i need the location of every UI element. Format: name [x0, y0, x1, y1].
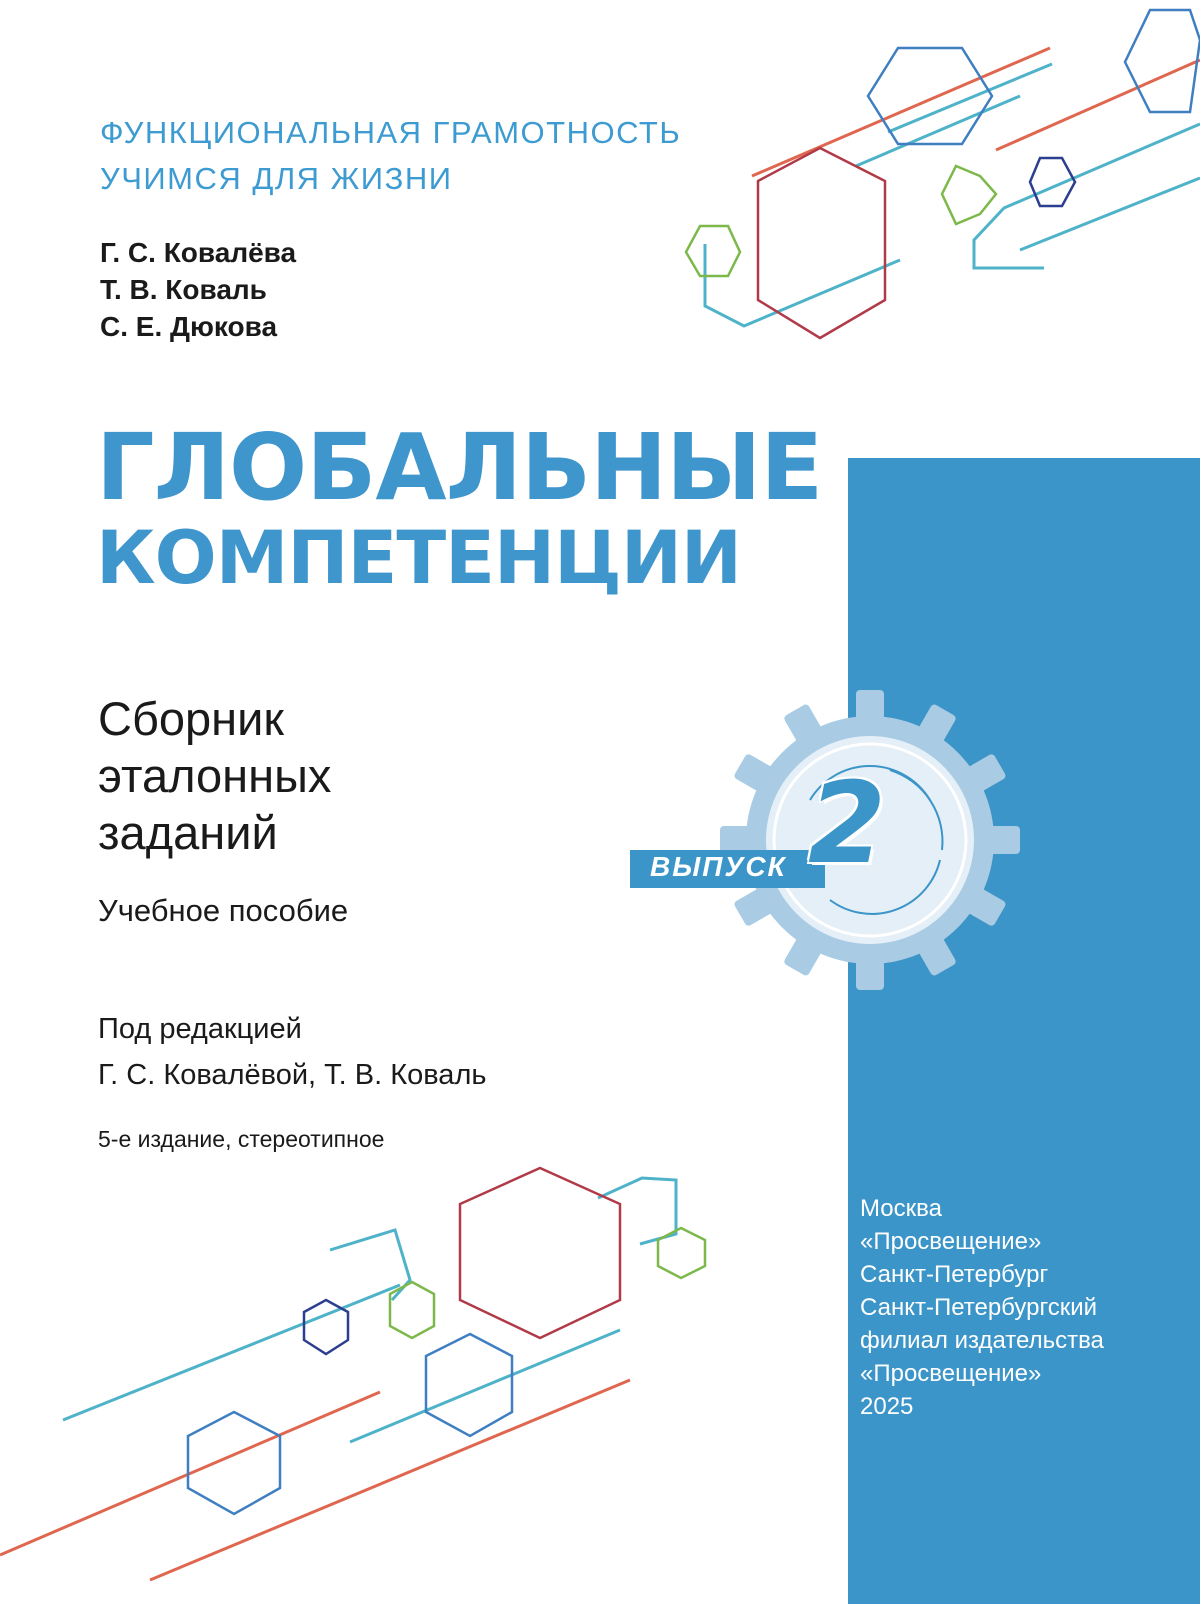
- subtitle-line: заданий: [98, 806, 278, 859]
- issue-number: 2: [808, 759, 886, 889]
- publisher-line: 2025: [860, 1393, 914, 1420]
- editor-credit: [98, 1006, 486, 1098]
- subtitle-line: эталонных: [98, 749, 332, 802]
- authors-list: [100, 234, 296, 345]
- blue-side-panel: [848, 458, 1200, 1604]
- hexagon-red-top: [758, 148, 885, 338]
- title-line-2: КОМПЕТЕНЦИИ: [96, 516, 742, 601]
- publisher-line: «Просвещение»: [860, 1360, 1042, 1387]
- publisher-line: филиал издательства: [860, 1327, 1104, 1354]
- issue-label: ВЫПУСК: [650, 851, 787, 882]
- author: Г. С. Ковалёва: [100, 237, 297, 268]
- series-line-2: УЧИМСЯ ДЛЯ ЖИЗНИ: [100, 161, 453, 196]
- series-line-1: ФУНКЦИОНАЛЬНАЯ ГРАМОТНОСТЬ: [100, 115, 682, 150]
- title-line-1: ГЛОБАЛЬНЫЕ: [96, 414, 823, 521]
- hexagon-blue-bottom: [188, 1412, 280, 1514]
- editor-line-1: Под редакцией: [98, 1013, 302, 1045]
- editor-line-2: Г. С. Ковалёвой, Т. В. Коваль: [98, 1059, 487, 1091]
- book-subtitle: [98, 690, 331, 861]
- book-kind: Учебное пособие: [98, 893, 349, 928]
- book-title: [96, 414, 823, 601]
- edition-info: 5-е издание, стереотипное: [98, 1126, 385, 1152]
- publisher-line: Москва: [860, 1195, 942, 1222]
- publisher-line: Санкт-Петербургский: [860, 1294, 1098, 1321]
- subtitle-line: Сборник: [98, 692, 284, 745]
- series-title: [100, 110, 681, 202]
- publisher-line: «Просвещение»: [860, 1228, 1042, 1255]
- author: С. Е. Дюкова: [100, 311, 278, 342]
- hexagon-red-bottom: [460, 1168, 620, 1338]
- publisher-info: [860, 1192, 1104, 1423]
- publisher-line: Санкт-Петербург: [860, 1261, 1049, 1288]
- author: Т. В. Коваль: [100, 274, 267, 305]
